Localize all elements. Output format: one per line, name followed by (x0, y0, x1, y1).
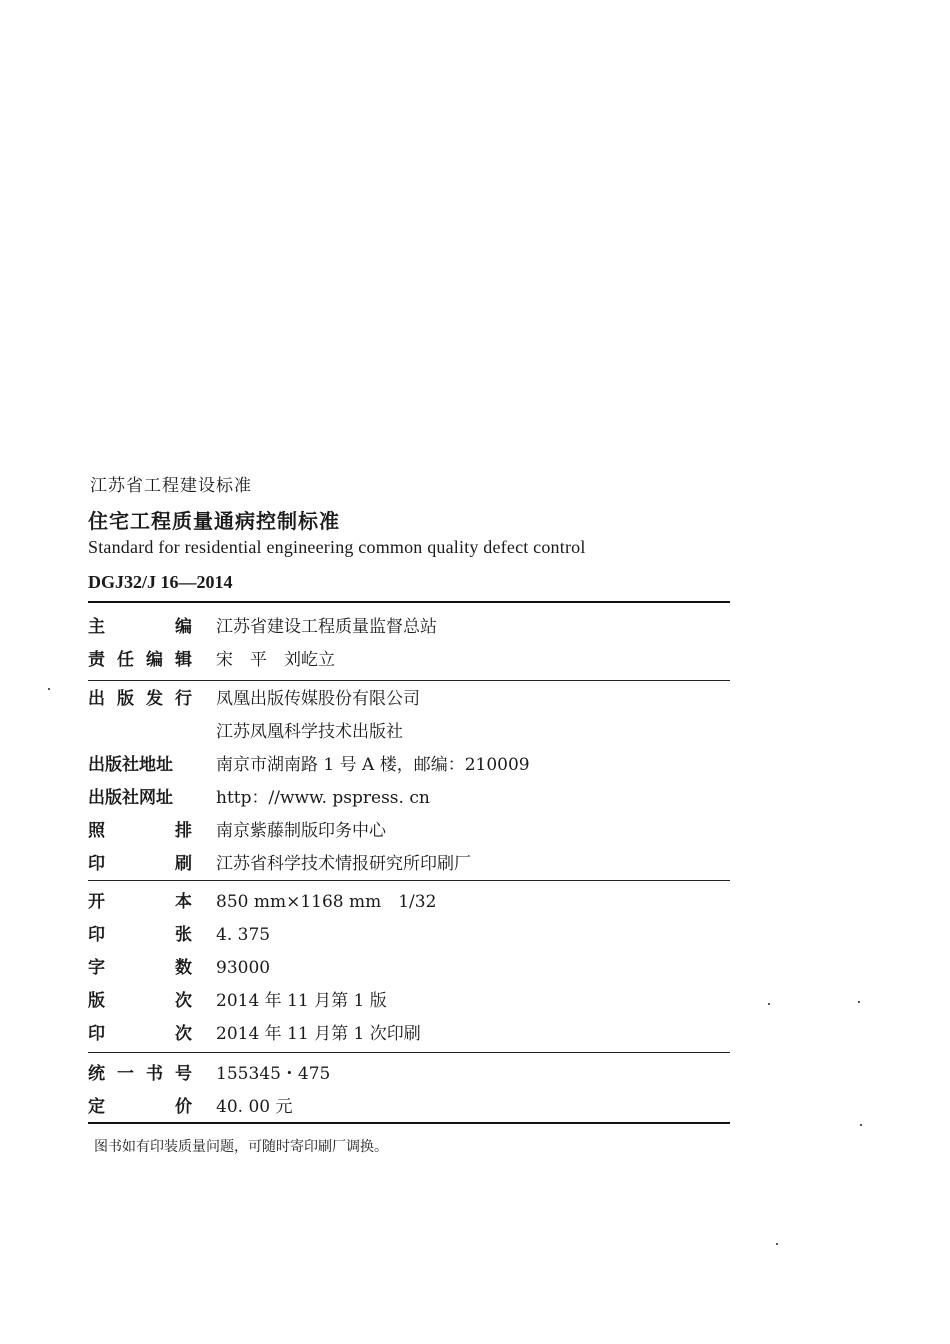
imprint-row (88, 851, 471, 877)
imprint-label-char: 字 (88, 958, 105, 978)
standard-code: DGJ32/J 16—2014 (88, 572, 233, 592)
imprint-label-char: 价 (175, 1097, 192, 1117)
divider-bottom (88, 1122, 730, 1124)
imprint-row (88, 922, 270, 948)
imprint-label-char: 主 (88, 617, 105, 637)
imprint-label-char: 本 (175, 892, 192, 912)
imprint-label (88, 889, 192, 915)
imprint-value: 4. 375 (216, 925, 271, 945)
imprint-label (88, 752, 192, 778)
imprint-label-char: 张 (175, 925, 192, 945)
imprint-row (88, 752, 530, 778)
imprint-label-char: 次 (175, 991, 192, 1011)
imprint-label-char: 出版社地址 (88, 755, 173, 775)
scan-speck (858, 1001, 860, 1003)
divider-top (88, 601, 730, 603)
imprint-value: 850 mm×1168 mm 1/32 (216, 892, 437, 912)
imprint-value: 凤凰出版传媒股份有限公司 (216, 689, 420, 709)
imprint-label-char: 行 (175, 689, 192, 709)
imprint-label-char: 照 (88, 821, 105, 841)
section-divider (88, 1052, 730, 1053)
imprint-label-char: 编 (146, 650, 163, 670)
imprint-value: 南京市湖南路 1 号 A 楼，邮编：210009 (216, 755, 530, 775)
imprint-label (88, 647, 192, 673)
imprint-label (88, 1061, 192, 1087)
imprint-row (88, 614, 437, 640)
imprint-value: http：//www. pspress. cn (216, 788, 430, 808)
imprint-label-char: 排 (175, 821, 192, 841)
imprint-label (88, 988, 192, 1014)
imprint-value: 155345・475 (216, 1064, 331, 1084)
imprint-row (88, 1094, 292, 1120)
scan-speck (860, 1124, 862, 1126)
replacement-note: 图书如有印装质量问题，可随时寄印刷厂调换。 (94, 1139, 388, 1155)
imprint-row (88, 1021, 421, 1047)
section-divider (88, 680, 730, 681)
imprint-value: 2014 年 11 月第 1 次印刷 (216, 1024, 421, 1044)
imprint-row (88, 818, 386, 844)
imprint-label (88, 922, 192, 948)
imprint-row (88, 686, 420, 712)
imprint-value: 93000 (216, 958, 271, 978)
imprint-value: 40. 00 元 (216, 1097, 293, 1117)
imprint-value: 江苏凤凰科学技术出版社 (216, 722, 403, 742)
imprint-row (88, 647, 335, 673)
scan-speck (768, 1003, 770, 1005)
scan-speck (776, 1243, 778, 1245)
imprint-label-char: 数 (175, 958, 192, 978)
title-english: Standard for residential engineering common quality defect control (88, 537, 586, 557)
imprint-value: 江苏省建设工程质量监督总站 (216, 617, 437, 637)
imprint-label (88, 785, 192, 811)
imprint-label (88, 818, 192, 844)
imprint-value: 宋 平 刘屹立 (216, 650, 335, 670)
imprint-row (88, 1061, 330, 1087)
imprint-value: 江苏省科学技术情报研究所印刷厂 (216, 854, 471, 874)
imprint-label (88, 1094, 192, 1120)
imprint-label-char: 编 (175, 617, 192, 637)
imprint-row (88, 889, 436, 915)
imprint-label-char: 责 (88, 650, 105, 670)
imprint-label-char: 一 (117, 1064, 134, 1084)
imprint-label (88, 851, 192, 877)
imprint-label-char: 号 (175, 1064, 192, 1084)
imprint-value: 南京紫藤制版印务中心 (216, 821, 386, 841)
imprint-row (88, 785, 430, 811)
imprint-label-char: 统 (88, 1064, 105, 1084)
imprint-label (88, 614, 192, 640)
title-chinese: 住宅工程质量通病控制标准 (88, 509, 340, 533)
imprint-label-char: 任 (117, 650, 134, 670)
imprint-label-char: 辑 (175, 650, 192, 670)
imprint-label-char: 出 (88, 689, 105, 709)
imprint-label-char: 印 (88, 854, 105, 874)
imprint-label-char: 开 (88, 892, 105, 912)
imprint-row (88, 955, 270, 981)
imprint-label-char: 定 (88, 1097, 105, 1117)
imprint-value: 2014 年 11 月第 1 版 (216, 991, 387, 1011)
imprint-label (88, 955, 192, 981)
imprint-label-char: 出版社网址 (88, 788, 173, 808)
imprint-label-char: 印 (88, 1024, 105, 1044)
imprint-label (88, 1021, 192, 1047)
scan-speck (48, 688, 50, 690)
imprint-label-char: 印 (88, 925, 105, 945)
imprint-label-char: 书 (146, 1064, 163, 1084)
imprint-row (88, 719, 403, 745)
series-name: 江苏省工程建设标准 (90, 476, 252, 496)
imprint-label-char: 次 (175, 1024, 192, 1044)
imprint-label-char: 版 (117, 689, 134, 709)
imprint-label-char: 刷 (175, 854, 192, 874)
imprint-label-char: 版 (88, 991, 105, 1011)
imprint-label-char: 发 (146, 689, 163, 709)
section-divider (88, 880, 730, 881)
imprint-label (88, 686, 192, 712)
imprint-row (88, 988, 387, 1014)
